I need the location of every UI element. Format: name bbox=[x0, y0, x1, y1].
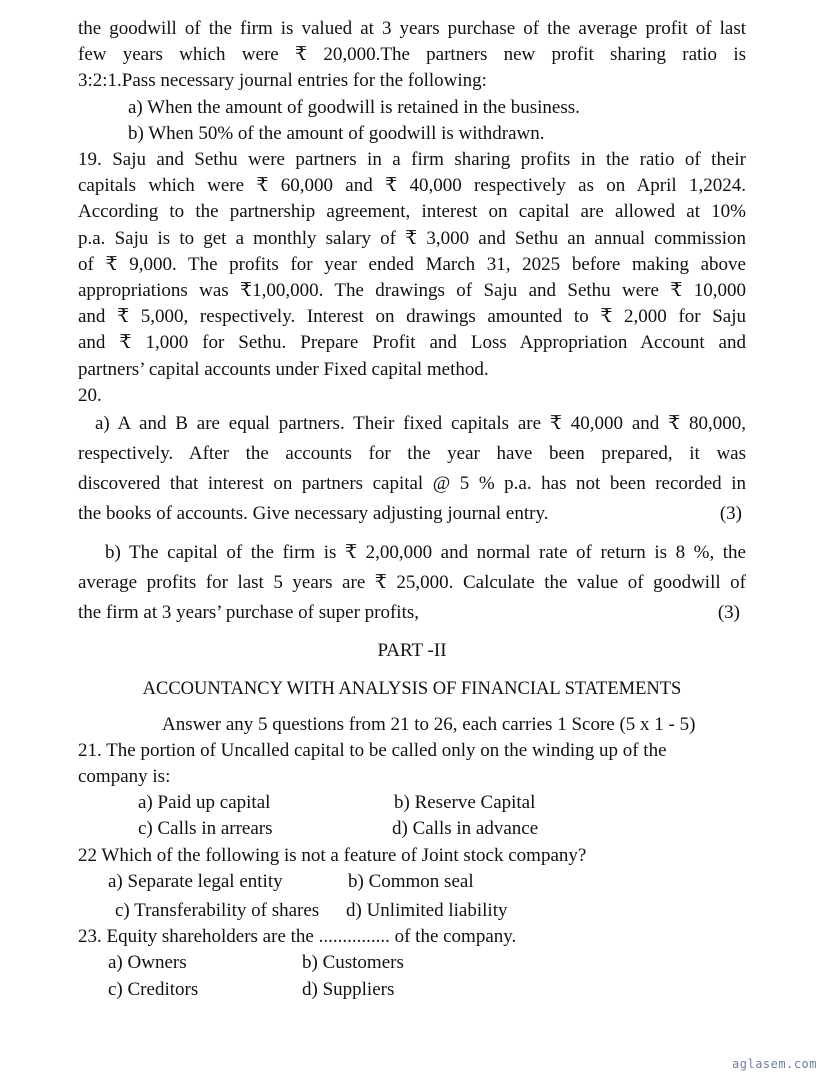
text-line: p.a. Saju is to get a monthly salary of ₹ 3,000 and Sethu an annual commission bbox=[78, 227, 746, 249]
option-c: c) Calls in arrears bbox=[138, 818, 273, 840]
question-number: 20. bbox=[78, 384, 102, 406]
section-title: ACCOUNTANCY WITH ANALYSIS OF FINANCIAL STATEMENTS bbox=[142, 678, 682, 699]
option-a: a) When the amount of goodwill is retained in the business. bbox=[128, 96, 580, 118]
option-c: c) Creditors bbox=[108, 978, 199, 1000]
text-line: 23. Equity shareholders are the ............... of the company. bbox=[78, 926, 517, 948]
question-22 bbox=[78, 843, 746, 925]
text-line: capitals which were ₹ 60,000 and ₹ 40,000 respectively as on April 1,2024. bbox=[78, 175, 746, 197]
option-a: a) Owners bbox=[108, 952, 187, 974]
option-a: a) Separate legal entity bbox=[108, 870, 283, 892]
question-18-continued bbox=[78, 16, 746, 147]
option-c: c) Transferability of shares bbox=[115, 900, 320, 922]
text-line: b) The capital of the firm is ₹ 2,00,000 and normal rate of return is 8 %, the bbox=[105, 541, 746, 563]
option-b: b) Customers bbox=[302, 952, 404, 974]
text-line: discovered that interest on partners capital @ 5 % p.a. has not been recorded in bbox=[78, 472, 746, 494]
text-line: the goodwill of the firm is valued at 3 years purchase of the average profit of last bbox=[78, 18, 746, 39]
text-line: and ₹ 1,000 for Sethu. Prepare Profit and Loss Appropriation Account and bbox=[78, 332, 746, 354]
text-line: company is: bbox=[78, 766, 171, 788]
text-line: 19. Saju and Sethu were partners in a firm sharing profits in the ratio of their bbox=[78, 149, 746, 171]
question-19 bbox=[78, 147, 746, 383]
options-row bbox=[78, 898, 746, 924]
text-line-content: the books of accounts. Give necessary adjusting journal entry. bbox=[78, 502, 549, 524]
option-d: d) Calls in advance bbox=[392, 818, 539, 840]
option-b: b) Common seal bbox=[348, 870, 474, 892]
text-line-content: the firm at 3 years’ purchase of super profits, bbox=[78, 601, 419, 623]
text-line: partners’ capital accounts under Fixed capital method. bbox=[78, 358, 489, 380]
options-row bbox=[78, 977, 746, 1003]
text-line: 22 Which of the following is not a feature of Joint stock company? bbox=[78, 844, 587, 866]
score-mark: (3) bbox=[717, 601, 740, 623]
options-row bbox=[78, 950, 746, 976]
text-line: average profits for last 5 years are ₹ 25,000. Calculate the value of goodwill of bbox=[78, 571, 746, 593]
instruction: Answer any 5 questions from 21 to 26, each carries 1 Score (5 x 1 - 5) bbox=[162, 713, 696, 735]
text-line: few years which were ₹ 20,000.The partners new profit sharing ratio is bbox=[78, 44, 746, 66]
options-row bbox=[78, 790, 746, 816]
options-row bbox=[78, 869, 746, 895]
text-line: 21. The portion of Uncalled capital to be called only on the winding up of the bbox=[78, 739, 667, 761]
text-line: a) A and B are equal partners. Their fixed capitals are ₹ 40,000 and ₹ 80,000, bbox=[95, 412, 746, 434]
option-d: d) Unlimited liability bbox=[346, 900, 508, 922]
options-row bbox=[78, 816, 746, 842]
option-a: a) Paid up capital bbox=[138, 792, 271, 814]
text-line bbox=[78, 499, 746, 529]
option-b: b) Reserve Capital bbox=[394, 792, 536, 814]
score-mark: (3) bbox=[719, 502, 742, 524]
part-2-header bbox=[78, 638, 746, 738]
text-line: of ₹ 9,000. The profits for year ended March 31, 2025 before making above bbox=[78, 253, 746, 275]
question-21 bbox=[78, 738, 746, 843]
text-line bbox=[78, 598, 746, 628]
part-title: PART -II bbox=[377, 639, 447, 661]
watermark-text: aglasem.com bbox=[732, 1057, 817, 1071]
text-line: appropriations was ₹1,00,000. The drawings of Saju and Sethu were ₹ 10,000 bbox=[78, 280, 746, 302]
text-line: According to the partnership agreement, interest on capital are allowed at 10% bbox=[78, 201, 746, 223]
option-d: d) Suppliers bbox=[302, 978, 395, 1000]
option-b: b) When 50% of the amount of goodwill is withdrawn. bbox=[128, 122, 545, 144]
question-23 bbox=[78, 924, 746, 1003]
text-line: and ₹ 5,000, respectively. Interest on drawings amounted to ₹ 2,000 for Saju bbox=[78, 306, 746, 328]
question-20 bbox=[78, 383, 746, 628]
text-line: respectively. After the accounts for the year have been prepared, it was bbox=[78, 442, 746, 464]
text-line: 3:2:1.Pass necessary journal entries for the following: bbox=[78, 70, 487, 92]
question-paper-page bbox=[78, 16, 746, 1003]
